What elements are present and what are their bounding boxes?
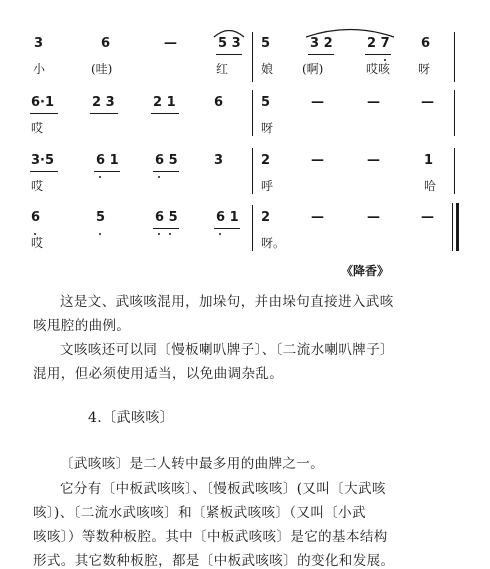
lyric: 呀 [418, 62, 431, 76]
lyric: (啊) [302, 62, 324, 76]
lyric: 哎 [31, 121, 44, 135]
underline [214, 228, 240, 229]
lyric: 哎 [31, 236, 44, 250]
low-octave-dot [158, 176, 160, 178]
note: 2 1 [153, 95, 176, 110]
lyric: 小 [33, 62, 46, 76]
underline [153, 171, 179, 172]
note: — [311, 95, 324, 110]
paragraph-line: 咳咳〕）等数种板腔。其中〔中板武咳咳〕是它的基本结构 [33, 529, 388, 545]
barline [454, 90, 455, 136]
underline [308, 54, 334, 55]
underline [30, 171, 58, 172]
note: 6 [214, 95, 224, 110]
paragraph-line: 它分有〔中板武咳咳〕、〔慢板武咳咳〕(又叫〔大武咳 [60, 481, 386, 497]
low-octave-dot [219, 233, 221, 235]
barline [252, 205, 253, 251]
low-octave-dot [99, 176, 101, 178]
note: — [311, 210, 324, 225]
lyric: 哈 [424, 179, 437, 193]
paragraph-line: 混用，但必须使用适当，以免曲调杂乱。 [33, 366, 284, 382]
barline [252, 32, 253, 82]
lyric: 呼 [261, 179, 274, 193]
note: 2 7 [367, 36, 390, 51]
note: 6·1 [31, 95, 55, 110]
note: 3 [34, 36, 44, 51]
paragraph-line: 形式。其它数种板腔，都是〔中板武咳咳〕的变化和发展。 [33, 553, 395, 569]
final-barline-thick [456, 203, 459, 251]
paragraph-line: 这是文、武咳咳混用，加垛句，并由垛句直接进入武咳 [60, 294, 394, 310]
note: 2 [261, 210, 271, 225]
lyric: 哎咳 [366, 62, 391, 76]
barline [252, 148, 253, 194]
note: 6 [101, 36, 111, 51]
paragraph-line: 咳〕)、〔二流水武咳咳〕和〔紧板武咳咳〕（又叫〔小武 [33, 505, 366, 521]
note: — [367, 210, 380, 225]
paragraph-line: 〔武咳咳〕是二人转中最多用的曲牌之一。 [60, 456, 325, 472]
note: 2 [261, 153, 271, 168]
source-label: 《降香》 [341, 264, 390, 278]
underline [153, 228, 179, 229]
underline [365, 54, 391, 55]
paragraph-line: 文咳咳还可以同〔慢板喇叭牌子〕、〔二流水喇叭牌子〕 [60, 342, 394, 358]
note: — [421, 210, 434, 225]
note: 1 [424, 153, 434, 168]
note: — [311, 153, 324, 168]
note: 6 [31, 210, 41, 225]
underline [90, 113, 118, 114]
note: 2 3 [92, 95, 115, 110]
note: 3 2 [310, 36, 333, 51]
underline [151, 113, 179, 114]
note: 3·5 [31, 153, 55, 168]
lyric: 哎 [31, 179, 44, 193]
note: 5 [96, 210, 106, 225]
lyric: 娘 [261, 62, 274, 76]
underline [30, 113, 58, 114]
lyric: 红 [216, 62, 229, 76]
note: 3 [214, 153, 224, 168]
low-octave-dot [99, 233, 101, 235]
note: 5 [261, 95, 271, 110]
note: — [367, 153, 380, 168]
note: 5 3 [218, 36, 241, 51]
note: — [421, 95, 434, 110]
note: 6 [421, 36, 431, 51]
barline [454, 148, 455, 194]
lyric: (哇) [91, 62, 113, 76]
section-heading: 4.〔武咳咳〕 [88, 410, 175, 426]
low-octave-dot [169, 233, 171, 235]
note: 6 5 [155, 210, 178, 225]
note: 6 5 [155, 153, 178, 168]
note: — [164, 36, 177, 51]
note: — [367, 95, 380, 110]
barline [252, 90, 253, 136]
barline [454, 32, 455, 82]
final-barline-thin [452, 203, 453, 251]
lyric: 呀。 [261, 236, 286, 250]
slur [304, 26, 396, 38]
lyric: 呀 [261, 121, 274, 135]
note: 5 [261, 36, 271, 51]
underline [94, 171, 120, 172]
note: 6 1 [96, 153, 119, 168]
slur [212, 26, 246, 38]
underline [216, 54, 242, 55]
paragraph-line: 咳甩腔的曲例。 [33, 318, 131, 334]
low-octave-dot [158, 233, 160, 235]
note: 6 1 [216, 210, 239, 225]
